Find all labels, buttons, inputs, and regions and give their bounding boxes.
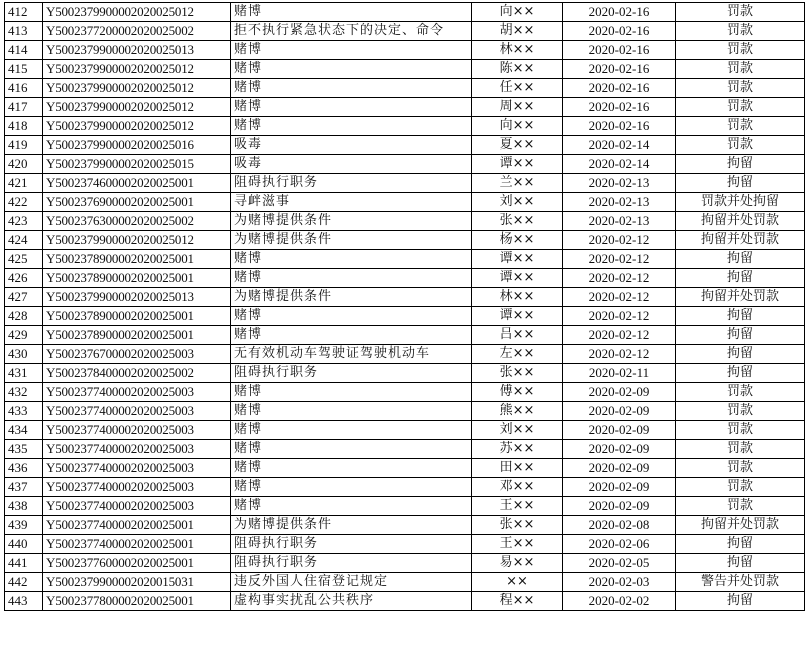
person-name-cell: 陈×× (472, 60, 563, 79)
penalty-type-cell: 拘留 (676, 364, 805, 383)
violation-reason-cell: 赌博 (231, 41, 472, 60)
person-name-cell: 邓×× (472, 478, 563, 497)
table-row (5, 535, 805, 554)
violation-reason-cell: 赌博 (231, 3, 472, 22)
decision-date-cell: 2020-02-12 (563, 231, 676, 250)
table-row (5, 516, 805, 535)
person-name-cell: 谭×× (472, 269, 563, 288)
case-id-cell: Y5002377400002020025003 (43, 421, 231, 440)
decision-date-cell: 2020-02-05 (563, 554, 676, 573)
table-row (5, 459, 805, 478)
table-row (5, 60, 805, 79)
row-number-cell: 437 (5, 478, 43, 497)
penalty-type-cell: 拘留 (676, 345, 805, 364)
violation-reason-cell: 无有效机动车驾驶证驾驶机动车 (231, 345, 472, 364)
case-id-cell: Y5002377400002020025003 (43, 478, 231, 497)
person-name-cell: 易×× (472, 554, 563, 573)
decision-date-cell: 2020-02-16 (563, 22, 676, 41)
case-id-cell: Y5002377400002020025001 (43, 516, 231, 535)
table-row (5, 136, 805, 155)
penalty-type-cell: 罚款 (676, 41, 805, 60)
violation-reason-cell: 吸毒 (231, 155, 472, 174)
violation-reason-cell: 寻衅滋事 (231, 193, 472, 212)
table-row (5, 231, 805, 250)
violation-reason-cell: 赌博 (231, 402, 472, 421)
decision-date-cell: 2020-02-16 (563, 41, 676, 60)
table-row (5, 592, 805, 611)
case-id-cell: Y5002377400002020025003 (43, 440, 231, 459)
table-row (5, 383, 805, 402)
row-number-cell: 439 (5, 516, 43, 535)
penalty-type-cell: 罚款 (676, 478, 805, 497)
row-number-cell: 424 (5, 231, 43, 250)
person-name-cell: 傅×× (472, 383, 563, 402)
penalty-type-cell: 拘留并处罚款 (676, 516, 805, 535)
person-name-cell: 王×× (472, 497, 563, 516)
violation-reason-cell: 违反外国人住宿登记规定 (231, 573, 472, 592)
person-name-cell: 谭×× (472, 250, 563, 269)
table-row (5, 326, 805, 345)
row-number-cell: 416 (5, 79, 43, 98)
decision-date-cell: 2020-02-12 (563, 307, 676, 326)
row-number-cell: 429 (5, 326, 43, 345)
table-row (5, 440, 805, 459)
row-number-cell: 443 (5, 592, 43, 611)
person-name-cell: 熊×× (472, 402, 563, 421)
person-name-cell: 谭×× (472, 155, 563, 174)
row-number-cell: 421 (5, 174, 43, 193)
row-number-cell: 438 (5, 497, 43, 516)
violation-reason-cell: 阻碍执行职务 (231, 174, 472, 193)
penalty-type-cell: 拘留 (676, 307, 805, 326)
table-row (5, 554, 805, 573)
person-name-cell: 左×× (472, 345, 563, 364)
violation-reason-cell: 赌博 (231, 98, 472, 117)
penalty-type-cell: 罚款 (676, 383, 805, 402)
violation-reason-cell: 吸毒 (231, 136, 472, 155)
penalty-type-cell: 拘留 (676, 554, 805, 573)
case-id-cell: Y5002374600002020025001 (43, 174, 231, 193)
row-number-cell: 442 (5, 573, 43, 592)
penalty-type-cell: 拘留并处罚款 (676, 231, 805, 250)
row-number-cell: 428 (5, 307, 43, 326)
penalty-type-cell: 罚款 (676, 60, 805, 79)
person-name-cell: 田×× (472, 459, 563, 478)
decision-date-cell: 2020-02-09 (563, 478, 676, 497)
violation-reason-cell: 赌博 (231, 383, 472, 402)
case-id-cell: Y5002378900002020025001 (43, 326, 231, 345)
table-row (5, 41, 805, 60)
penalty-type-cell: 拘留 (676, 592, 805, 611)
decision-date-cell: 2020-02-16 (563, 117, 676, 136)
penalty-type-cell: 罚款 (676, 98, 805, 117)
penalty-type-cell: 罚款 (676, 79, 805, 98)
case-id-cell: Y5002379900002020025013 (43, 41, 231, 60)
decision-date-cell: 2020-02-14 (563, 155, 676, 174)
violation-reason-cell: 赌博 (231, 269, 472, 288)
penalty-type-cell: 罚款 (676, 117, 805, 136)
decision-date-cell: 2020-02-14 (563, 136, 676, 155)
case-id-cell: Y5002377800002020025001 (43, 592, 231, 611)
penalty-type-cell: 罚款 (676, 459, 805, 478)
person-name-cell: 谭×× (472, 307, 563, 326)
person-name-cell: 苏×× (472, 440, 563, 459)
penalty-type-cell: 警告并处罚款 (676, 573, 805, 592)
row-number-cell: 440 (5, 535, 43, 554)
decision-date-cell: 2020-02-12 (563, 326, 676, 345)
case-id-cell: Y5002376700002020025003 (43, 345, 231, 364)
table-row (5, 98, 805, 117)
decision-date-cell: 2020-02-13 (563, 212, 676, 231)
row-number-cell: 420 (5, 155, 43, 174)
row-number-cell: 417 (5, 98, 43, 117)
person-name-cell: 张×× (472, 516, 563, 535)
row-number-cell: 423 (5, 212, 43, 231)
decision-date-cell: 2020-02-08 (563, 516, 676, 535)
penalty-type-cell: 拘留并处罚款 (676, 212, 805, 231)
person-name-cell: 周×× (472, 98, 563, 117)
row-number-cell: 419 (5, 136, 43, 155)
penalty-type-cell: 罚款 (676, 3, 805, 22)
table-row (5, 269, 805, 288)
case-id-cell: Y5002378900002020025001 (43, 307, 231, 326)
person-name-cell: 林×× (472, 288, 563, 307)
person-name-cell: 程×× (472, 592, 563, 611)
violation-reason-cell: 为赌博提供条件 (231, 212, 472, 231)
decision-date-cell: 2020-02-12 (563, 250, 676, 269)
person-name-cell: 杨×× (472, 231, 563, 250)
case-id-cell: Y5002377400002020025003 (43, 459, 231, 478)
case-id-cell: Y5002376900002020025001 (43, 193, 231, 212)
penalty-type-cell: 拘留 (676, 326, 805, 345)
case-id-cell: Y5002379900002020015031 (43, 573, 231, 592)
table-row (5, 250, 805, 269)
violation-reason-cell: 赌博 (231, 60, 472, 79)
violation-reason-cell: 为赌博提供条件 (231, 288, 472, 307)
table-row (5, 364, 805, 383)
row-number-cell: 414 (5, 41, 43, 60)
case-id-cell: Y5002379900002020025016 (43, 136, 231, 155)
violation-reason-cell: 赌博 (231, 117, 472, 136)
row-number-cell: 418 (5, 117, 43, 136)
decision-date-cell: 2020-02-16 (563, 60, 676, 79)
violation-reason-cell: 赌博 (231, 79, 472, 98)
decision-date-cell: 2020-02-12 (563, 269, 676, 288)
table-row (5, 193, 805, 212)
violation-reason-cell: 为赌博提供条件 (231, 231, 472, 250)
decision-date-cell: 2020-02-09 (563, 402, 676, 421)
table-row (5, 421, 805, 440)
row-number-cell: 430 (5, 345, 43, 364)
table-row (5, 3, 805, 22)
case-id-cell: Y5002379900002020025012 (43, 79, 231, 98)
person-name-cell: 任×× (472, 79, 563, 98)
row-number-cell: 434 (5, 421, 43, 440)
person-name-cell: ×× (472, 573, 563, 592)
violation-reason-cell: 阻碍执行职务 (231, 535, 472, 554)
violation-reason-cell: 拒不执行紧急状态下的决定、命令 (231, 22, 472, 41)
decision-date-cell: 2020-02-09 (563, 497, 676, 516)
violation-reason-cell: 为赌博提供条件 (231, 516, 472, 535)
case-id-cell: Y5002378400002020025002 (43, 364, 231, 383)
decision-date-cell: 2020-02-06 (563, 535, 676, 554)
records-table (4, 2, 805, 611)
case-id-cell: Y5002377400002020025001 (43, 535, 231, 554)
decision-date-cell: 2020-02-09 (563, 421, 676, 440)
person-name-cell: 向×× (472, 117, 563, 136)
row-number-cell: 415 (5, 60, 43, 79)
table-row (5, 345, 805, 364)
case-id-cell: Y5002376300002020025002 (43, 212, 231, 231)
table-row (5, 155, 805, 174)
person-name-cell: 王×× (472, 535, 563, 554)
table-row (5, 79, 805, 98)
case-id-cell: Y5002379900002020025015 (43, 155, 231, 174)
case-id-cell: Y5002379900002020025012 (43, 117, 231, 136)
violation-reason-cell: 赌博 (231, 421, 472, 440)
row-number-cell: 427 (5, 288, 43, 307)
person-name-cell: 胡×× (472, 22, 563, 41)
person-name-cell: 张×× (472, 212, 563, 231)
decision-date-cell: 2020-02-16 (563, 98, 676, 117)
row-number-cell: 432 (5, 383, 43, 402)
table-row (5, 307, 805, 326)
penalty-type-cell: 拘留 (676, 250, 805, 269)
decision-date-cell: 2020-02-12 (563, 288, 676, 307)
penalty-type-cell: 罚款 (676, 22, 805, 41)
table-row (5, 117, 805, 136)
person-name-cell: 张×× (472, 364, 563, 383)
table-row (5, 22, 805, 41)
violation-reason-cell: 赌博 (231, 497, 472, 516)
person-name-cell: 夏×× (472, 136, 563, 155)
decision-date-cell: 2020-02-16 (563, 79, 676, 98)
penalty-type-cell: 拘留 (676, 174, 805, 193)
case-id-cell: Y5002379900002020025012 (43, 3, 231, 22)
table-row (5, 497, 805, 516)
decision-date-cell: 2020-02-16 (563, 3, 676, 22)
records-table-body (5, 3, 805, 611)
violation-reason-cell: 赌博 (231, 440, 472, 459)
penalty-type-cell: 罚款并处拘留 (676, 193, 805, 212)
row-number-cell: 441 (5, 554, 43, 573)
case-id-cell: Y5002377600002020025001 (43, 554, 231, 573)
decision-date-cell: 2020-02-03 (563, 573, 676, 592)
case-id-cell: Y5002378900002020025001 (43, 250, 231, 269)
violation-reason-cell: 阻碍执行职务 (231, 554, 472, 573)
case-id-cell: Y5002378900002020025001 (43, 269, 231, 288)
row-number-cell: 425 (5, 250, 43, 269)
decision-date-cell: 2020-02-02 (563, 592, 676, 611)
row-number-cell: 433 (5, 402, 43, 421)
case-id-cell: Y5002377200002020025002 (43, 22, 231, 41)
row-number-cell: 413 (5, 22, 43, 41)
row-number-cell: 436 (5, 459, 43, 478)
records-sheet (4, 2, 804, 611)
case-id-cell: Y5002379900002020025012 (43, 60, 231, 79)
table-row (5, 573, 805, 592)
case-id-cell: Y5002377400002020025003 (43, 402, 231, 421)
table-row (5, 478, 805, 497)
violation-reason-cell: 赌博 (231, 307, 472, 326)
person-name-cell: 刘×× (472, 421, 563, 440)
decision-date-cell: 2020-02-11 (563, 364, 676, 383)
case-id-cell: Y5002377400002020025003 (43, 383, 231, 402)
penalty-type-cell: 罚款 (676, 440, 805, 459)
case-id-cell: Y5002377400002020025003 (43, 497, 231, 516)
row-number-cell: 431 (5, 364, 43, 383)
violation-reason-cell: 阻碍执行职务 (231, 364, 472, 383)
table-row (5, 402, 805, 421)
person-name-cell: 兰×× (472, 174, 563, 193)
row-number-cell: 426 (5, 269, 43, 288)
case-id-cell: Y5002379900002020025013 (43, 288, 231, 307)
decision-date-cell: 2020-02-09 (563, 459, 676, 478)
decision-date-cell: 2020-02-13 (563, 174, 676, 193)
decision-date-cell: 2020-02-09 (563, 440, 676, 459)
penalty-type-cell: 拘留 (676, 535, 805, 554)
decision-date-cell: 2020-02-09 (563, 383, 676, 402)
case-id-cell: Y5002379900002020025012 (43, 231, 231, 250)
decision-date-cell: 2020-02-12 (563, 345, 676, 364)
penalty-type-cell: 拘留并处罚款 (676, 288, 805, 307)
penalty-type-cell: 罚款 (676, 421, 805, 440)
table-row (5, 288, 805, 307)
person-name-cell: 向×× (472, 3, 563, 22)
person-name-cell: 刘×× (472, 193, 563, 212)
violation-reason-cell: 赌博 (231, 459, 472, 478)
violation-reason-cell: 赌博 (231, 250, 472, 269)
penalty-type-cell: 罚款 (676, 402, 805, 421)
person-name-cell: 吕×× (472, 326, 563, 345)
penalty-type-cell: 拘留 (676, 269, 805, 288)
penalty-type-cell: 罚款 (676, 136, 805, 155)
row-number-cell: 412 (5, 3, 43, 22)
table-row (5, 212, 805, 231)
row-number-cell: 435 (5, 440, 43, 459)
violation-reason-cell: 虚构事实扰乱公共秩序 (231, 592, 472, 611)
case-id-cell: Y5002379900002020025012 (43, 98, 231, 117)
row-number-cell: 422 (5, 193, 43, 212)
violation-reason-cell: 赌博 (231, 326, 472, 345)
decision-date-cell: 2020-02-13 (563, 193, 676, 212)
penalty-type-cell: 拘留 (676, 155, 805, 174)
person-name-cell: 林×× (472, 41, 563, 60)
violation-reason-cell: 赌博 (231, 478, 472, 497)
penalty-type-cell: 罚款 (676, 497, 805, 516)
table-row (5, 174, 805, 193)
